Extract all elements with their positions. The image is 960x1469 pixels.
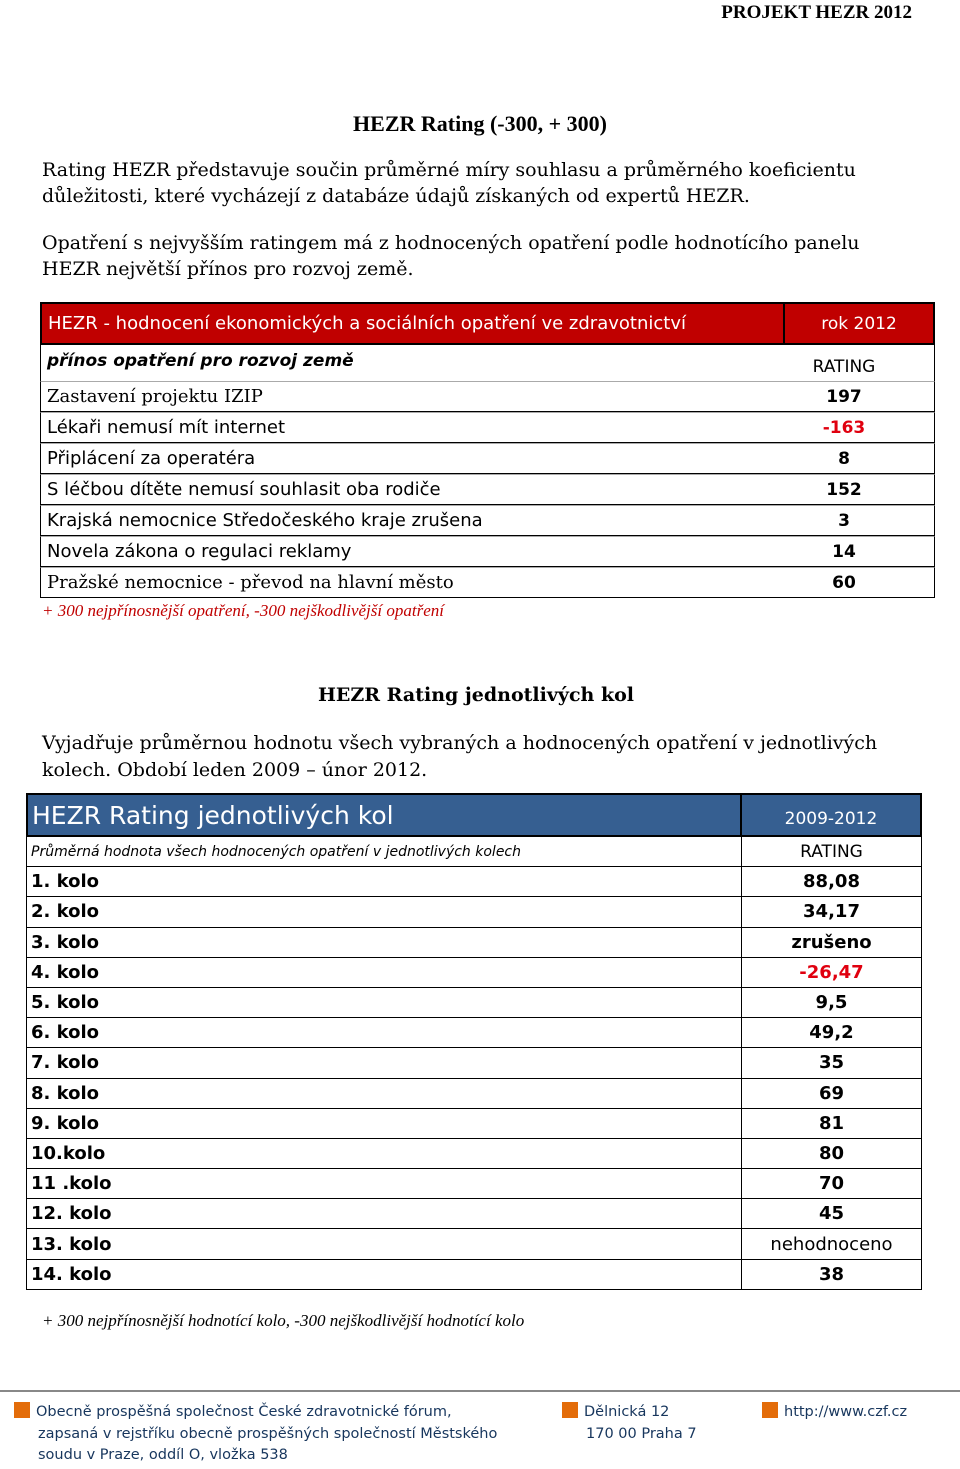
round-label: 10.kolo [31, 1142, 106, 1164]
table-row [40, 381, 935, 412]
measure-rating: -163 [822, 417, 866, 438]
table-row [40, 443, 935, 474]
round-label: 13. kolo [31, 1233, 112, 1255]
measure-label: Krajská nemocnice Středočeského kraje zrušena [47, 510, 483, 531]
round-rating: 88,08 [741, 867, 921, 896]
round-rating: 80 [741, 1139, 921, 1168]
rating-table-measures [40, 302, 935, 598]
measure-rating: 60 [832, 572, 856, 593]
footer-web-link[interactable]: http://www.czf.cz [784, 1404, 908, 1420]
table-row [26, 1169, 922, 1199]
table-row [40, 567, 935, 598]
table-row [26, 988, 922, 1018]
table-row [26, 1018, 922, 1048]
footer-bullet-icon [14, 1402, 30, 1418]
round-rating: 34,17 [741, 897, 921, 926]
round-label: 6. kolo [31, 1022, 100, 1044]
table1-header-title: HEZR - hodnocení ekonomických a sociálních opatření ve zdravotnictví [48, 313, 686, 334]
table-row [26, 928, 922, 958]
table1-rating-column-header: RATING [812, 357, 876, 377]
footer-bullet-icon [762, 1402, 778, 1418]
footer-org-line: Obecně prospěšná společnost České zdravotnické fórum, [36, 1404, 452, 1420]
measure-label: Pražské nemocnice - převod na hlavní město [47, 572, 454, 593]
table-row [26, 1109, 922, 1139]
table-row [26, 897, 922, 927]
round-rating: nehodnoceno [741, 1229, 921, 1258]
table1-header [40, 302, 935, 345]
table2-note: + 300 nejpřínosnější hodnotící kolo, -300 nejškodlivější hodnotící kolo [42, 1311, 525, 1330]
round-rating: 49,2 [741, 1018, 921, 1047]
round-label: 12. kolo [31, 1203, 112, 1225]
round-rating: 45 [741, 1199, 921, 1228]
round-label: 4. kolo [31, 961, 100, 983]
measure-label: Lékaři nemusí mít internet [47, 417, 286, 438]
table-row [40, 474, 935, 505]
table-row [40, 412, 935, 443]
measure-label: Novela zákona o regulaci reklamy [47, 541, 352, 562]
measure-rating: 8 [838, 448, 850, 469]
section1-paragraph2 [42, 230, 914, 282]
paragraph-line: Vyjadřuje průměrnou hodnotu všech vybraných a hodnocených opatření v jednotlivých [42, 732, 878, 754]
round-label: 5. kolo [31, 992, 100, 1014]
footer-address [562, 1402, 697, 1445]
table-row [26, 1139, 922, 1169]
round-label: 11 .kolo [31, 1173, 112, 1195]
section1-title: HEZR Rating (-300, + 300) [353, 111, 607, 136]
table-row [26, 1079, 922, 1109]
footer-org-line: zapsaná v rejstříku obecně prospěšných společností Městského [38, 1425, 498, 1442]
measure-rating: 197 [826, 386, 862, 407]
rating-table-rounds [26, 793, 922, 1290]
section2-paragraph [42, 730, 914, 784]
section1-paragraph1 [42, 157, 914, 209]
table-row [26, 867, 922, 897]
project-header: PROJEKT HEZR 2012 [721, 2, 912, 23]
table2-header-period: 2009-2012 [740, 795, 920, 835]
measure-rating: 152 [826, 479, 862, 500]
footer-bullet-icon [562, 1402, 578, 1418]
section2-title: HEZR Rating jednotlivých kol [317, 684, 635, 706]
round-rating: 35 [741, 1048, 921, 1077]
round-rating: 70 [741, 1169, 921, 1198]
round-label: 3. kolo [31, 931, 100, 953]
table2-subheader-label: Průměrná hodnota všech hodnocených opatření v jednotlivých kolech [31, 843, 521, 860]
table2-rating-column-header: RATING [741, 837, 921, 866]
table-row [26, 1260, 922, 1290]
round-rating: 69 [741, 1079, 921, 1108]
round-rating: -26,47 [741, 958, 921, 987]
paragraph-line: HEZR největší přínos pro rozvoj země. [42, 258, 414, 280]
round-rating: 38 [741, 1260, 921, 1289]
round-label: 7. kolo [31, 1052, 100, 1074]
table1-subheader-label: přínos opatření pro rozvoj země [47, 351, 354, 371]
paragraph-line: Rating HEZR představuje součin průměrné míry souhlasu a průměrného koeficientu [42, 159, 856, 181]
round-label: 2. kolo [31, 901, 100, 923]
footer-address-line: Dělnická 12 [584, 1404, 670, 1420]
footer-address-line: 170 00 Praha 7 [586, 1425, 697, 1442]
table-row [26, 958, 922, 988]
table2-header [26, 793, 922, 837]
measure-label: Připlácení za operatéra [47, 448, 256, 469]
footer-web [762, 1402, 907, 1424]
measure-label: Zastavení projektu IZIP [47, 386, 263, 407]
round-rating: zrušeno [741, 928, 921, 957]
footer-organization [14, 1402, 497, 1467]
round-rating: 81 [741, 1109, 921, 1138]
paragraph-line: Opatření s nejvyšším ratingem má z hodnocených opatření podle hodnotícího panelu [42, 232, 860, 254]
table1-subheader [40, 345, 935, 381]
paragraph-line: důležitosti, které vycházejí z databáze údajů získaných od expertů HEZR. [42, 185, 750, 207]
round-label: 14. kolo [31, 1263, 112, 1285]
round-rating: 9,5 [741, 988, 921, 1017]
footer-org-line: soudu v Praze, oddíl O, vložka 538 [38, 1447, 288, 1463]
footer-divider [0, 1390, 960, 1392]
measure-rating: 3 [838, 510, 850, 531]
table-row [26, 1199, 922, 1229]
table-row [26, 1229, 922, 1259]
measure-label: S léčbou dítěte nemusí souhlasit oba rodiče [47, 479, 441, 500]
measure-rating: 14 [832, 541, 856, 562]
table2-header-title: HEZR Rating jednotlivých kol [32, 800, 394, 830]
round-label: 9. kolo [31, 1112, 100, 1134]
table1-header-year: rok 2012 [783, 304, 933, 343]
table1-note: + 300 nejpřínosnější opatření, -300 nejškodlivější opatření [42, 601, 444, 620]
round-label: 8. kolo [31, 1082, 100, 1104]
table-row [26, 1048, 922, 1078]
table2-subheader [26, 837, 922, 867]
round-label: 1. kolo [31, 871, 100, 893]
table-row [40, 536, 935, 567]
paragraph-line: kolech. Období leden 2009 – únor 2012. [42, 759, 428, 781]
table-row [40, 505, 935, 536]
